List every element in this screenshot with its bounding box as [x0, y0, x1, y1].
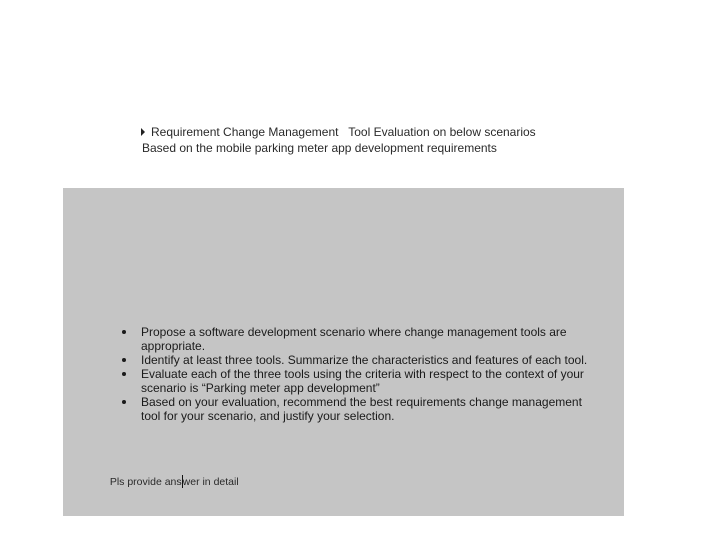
heading-block	[140, 124, 536, 156]
list-item-text: Based on your evaluation, recommend the best requirements change management tool for your scenario, and justify your selection.	[141, 395, 582, 423]
bullet-icon	[122, 330, 126, 334]
triangle-bullet-icon	[141, 128, 145, 136]
list-item-text: Identify at least three tools. Summarize the characteristics and features of each tool.	[141, 353, 588, 367]
task-list	[120, 325, 590, 423]
heading-title: Requirement Change Management Tool Evaluation on below scenarios	[151, 125, 536, 139]
list-item	[120, 325, 590, 353]
request-note[interactable]	[104, 461, 239, 489]
bullet-icon	[122, 372, 126, 376]
list-item	[120, 367, 590, 395]
bullet-icon	[122, 400, 126, 404]
list-item	[120, 395, 590, 423]
list-item	[120, 353, 590, 367]
list-item-text: Propose a software development scenario where change management tools are appropriate.	[141, 325, 567, 353]
heading-subtitle: Based on the mobile parking meter app development requirements	[142, 141, 497, 155]
heading-line	[140, 124, 536, 140]
bullet-icon	[122, 358, 126, 362]
request-text-start: Pls provide ans	[109, 476, 182, 488]
request-text-end: wer in detail	[182, 476, 239, 488]
list-item-text: Evaluate each of the three tools using the criteria with respect to the context of your scenario is “Parking meter app development”	[141, 367, 584, 395]
